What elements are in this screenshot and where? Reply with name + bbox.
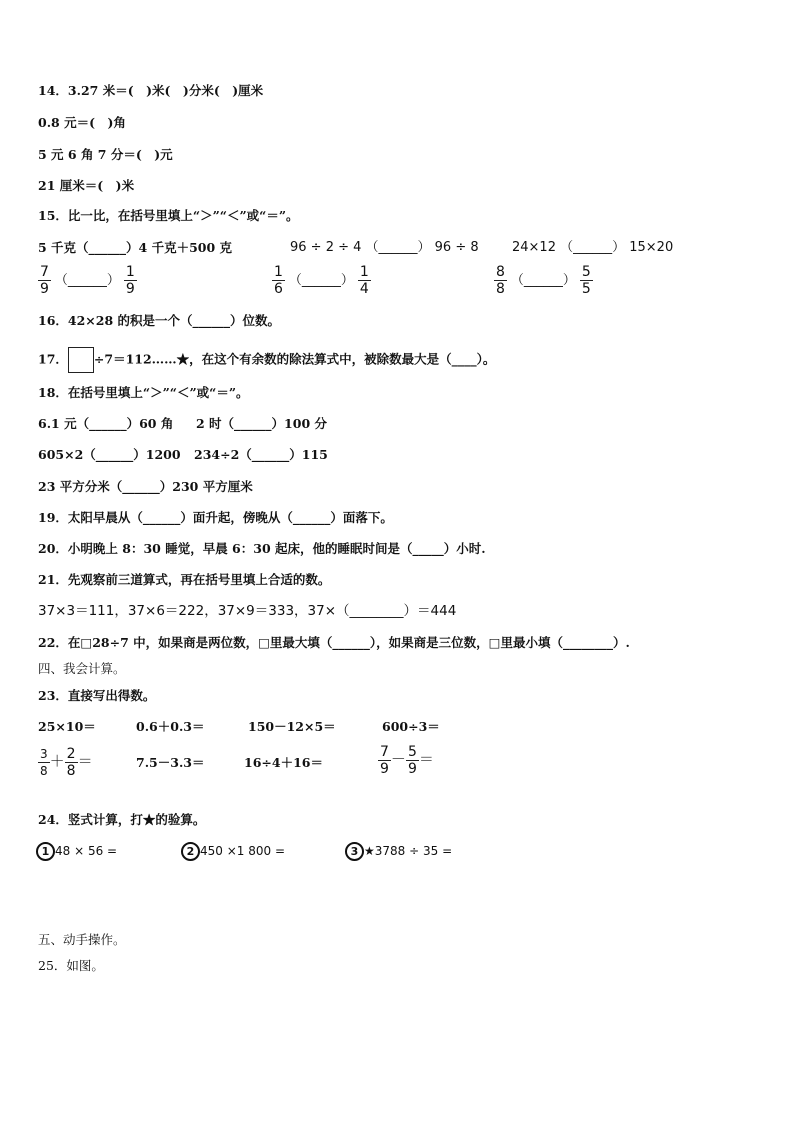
denominator: 8 [496,281,505,297]
numerator: 5 [407,744,417,760]
numerator: 3 [40,747,48,761]
denominator: 4 [359,281,369,297]
question-number: 17． [38,351,68,367]
equals-sign: ＝ [418,750,434,768]
circled-number-1-icon: 1 [36,842,55,861]
numerator: 5 [581,264,591,280]
q14-line3: 5 元 6 角 7 分＝( )元 [38,147,173,162]
fraction [406,744,419,777]
plus-sign: ＋ [49,752,65,770]
q18-e: 23 平方分米（______）230 平方厘米 [38,479,253,494]
q23-d: 600÷3＝ [382,719,440,734]
fraction [378,744,391,777]
q24-item-1 [36,842,117,861]
numerator: 7 [40,264,49,280]
q21-expression: 37×3＝111，37×6＝222，37×9＝333，37×（________）＝444 [38,603,457,619]
q18-b: 2 时（______）100 分 [196,416,327,431]
fraction [580,264,593,297]
q15-fraction-compare-3 [494,264,593,297]
circled-number-2-icon: 2 [181,842,200,861]
q24-item-3 [345,842,452,861]
q14-line1: 14．3.27 米＝( )米( )分米( )厘米 [38,83,264,98]
q18-d: 234÷2（______）115 [194,447,328,462]
q23-a: 25×10＝ [38,719,96,734]
q18-a: 6.1 元（______）60 角 [38,416,174,431]
denominator: 9 [40,281,49,297]
minus-sign: － [390,750,406,768]
q15-row1-a: 5 千克（______）4 千克＋500 克 [38,240,233,255]
denominator: 8 [40,764,48,778]
q23-f: 7.5－3.3＝ [136,755,205,770]
denominator: 6 [274,281,283,297]
q17 [38,347,495,373]
denominator: 8 [66,763,76,779]
numerator: 1 [125,264,135,280]
numerator: 2 [66,746,76,762]
question-text: ÷7＝112……★，在这个有余数的除法算式中，被除数最大是（____）。 [93,351,496,367]
q21-title: 21．先观察前三道算式，再在括号里填上合适的数。 [38,572,331,587]
blank: （______） [54,273,120,288]
fraction [65,746,78,779]
fraction [38,746,50,779]
expression: ★3788 ÷ 35 = [364,844,453,858]
answer-box [68,347,94,373]
q18-title: 18．在括号里填上“＞”“＜”或“＝”。 [38,385,249,400]
q18-c: 605×2（______）1200 [38,447,181,462]
fraction [272,264,285,297]
fraction [124,264,137,297]
q24-item-2 [181,842,285,861]
numerator: 8 [496,264,505,280]
denominator: 9 [380,761,389,777]
fraction [358,264,371,297]
q23-c: 150－12×5＝ [248,719,336,734]
q22: 22．在□28÷7 中，如果商是两位数，□里最大填（______），如果商是三位数，□里最小填（________）. [38,635,630,650]
fraction [38,264,51,297]
q25: 25．如图。 [38,958,104,973]
q23-g: 16÷4＋16＝ [244,755,323,770]
equals-sign: ＝ [77,752,93,770]
circled-number-3-icon: 3 [345,842,364,861]
q23-h [378,744,434,777]
blank: （______） [510,273,576,288]
q15-fraction-compare-2 [272,264,371,297]
numerator: 1 [274,264,283,280]
q15-row1-c: 24×12 （______） 15×20 [512,240,674,255]
q14-line2: 0.8 元＝( )角 [38,115,126,130]
expression: 450 ×1 800 = [200,844,285,858]
section-4-heading: 四、我会计算。 [38,661,126,676]
q16: 16．42×28 的积是一个（______）位数。 [38,313,281,328]
q15-row1-b: 96 ÷ 2 ÷ 4 （______） 96 ÷ 8 [290,240,479,255]
numerator: 7 [380,744,389,760]
q15-fraction-compare-1 [38,264,137,297]
q24-title: 24．竖式计算，打★的验算。 [38,812,206,827]
denominator: 9 [125,281,135,297]
q23-title: 23．直接写出得数。 [38,688,156,703]
fraction [494,264,507,297]
numerator: 1 [359,264,369,280]
denominator: 9 [407,761,417,777]
q19: 19．太阳早晨从（______）面升起，傍晚从（______）面落下。 [38,510,393,525]
denominator: 5 [581,281,591,297]
q15-title: 15．比一比，在括号里填上“＞”“＜”或“＝”。 [38,208,299,223]
section-5-heading: 五、动手操作。 [38,932,126,947]
q20: 20．小明晚上 8：30 睡觉，早晨 6：30 起床，他的睡眠时间是（_____）小时. [38,541,486,556]
q14-line4: 21 厘米＝( )米 [38,178,135,193]
q23-e [38,746,93,779]
expression: 48 × 56 = [55,844,118,858]
blank: （______） [288,273,354,288]
q23-b: 0.6＋0.3＝ [136,719,205,734]
